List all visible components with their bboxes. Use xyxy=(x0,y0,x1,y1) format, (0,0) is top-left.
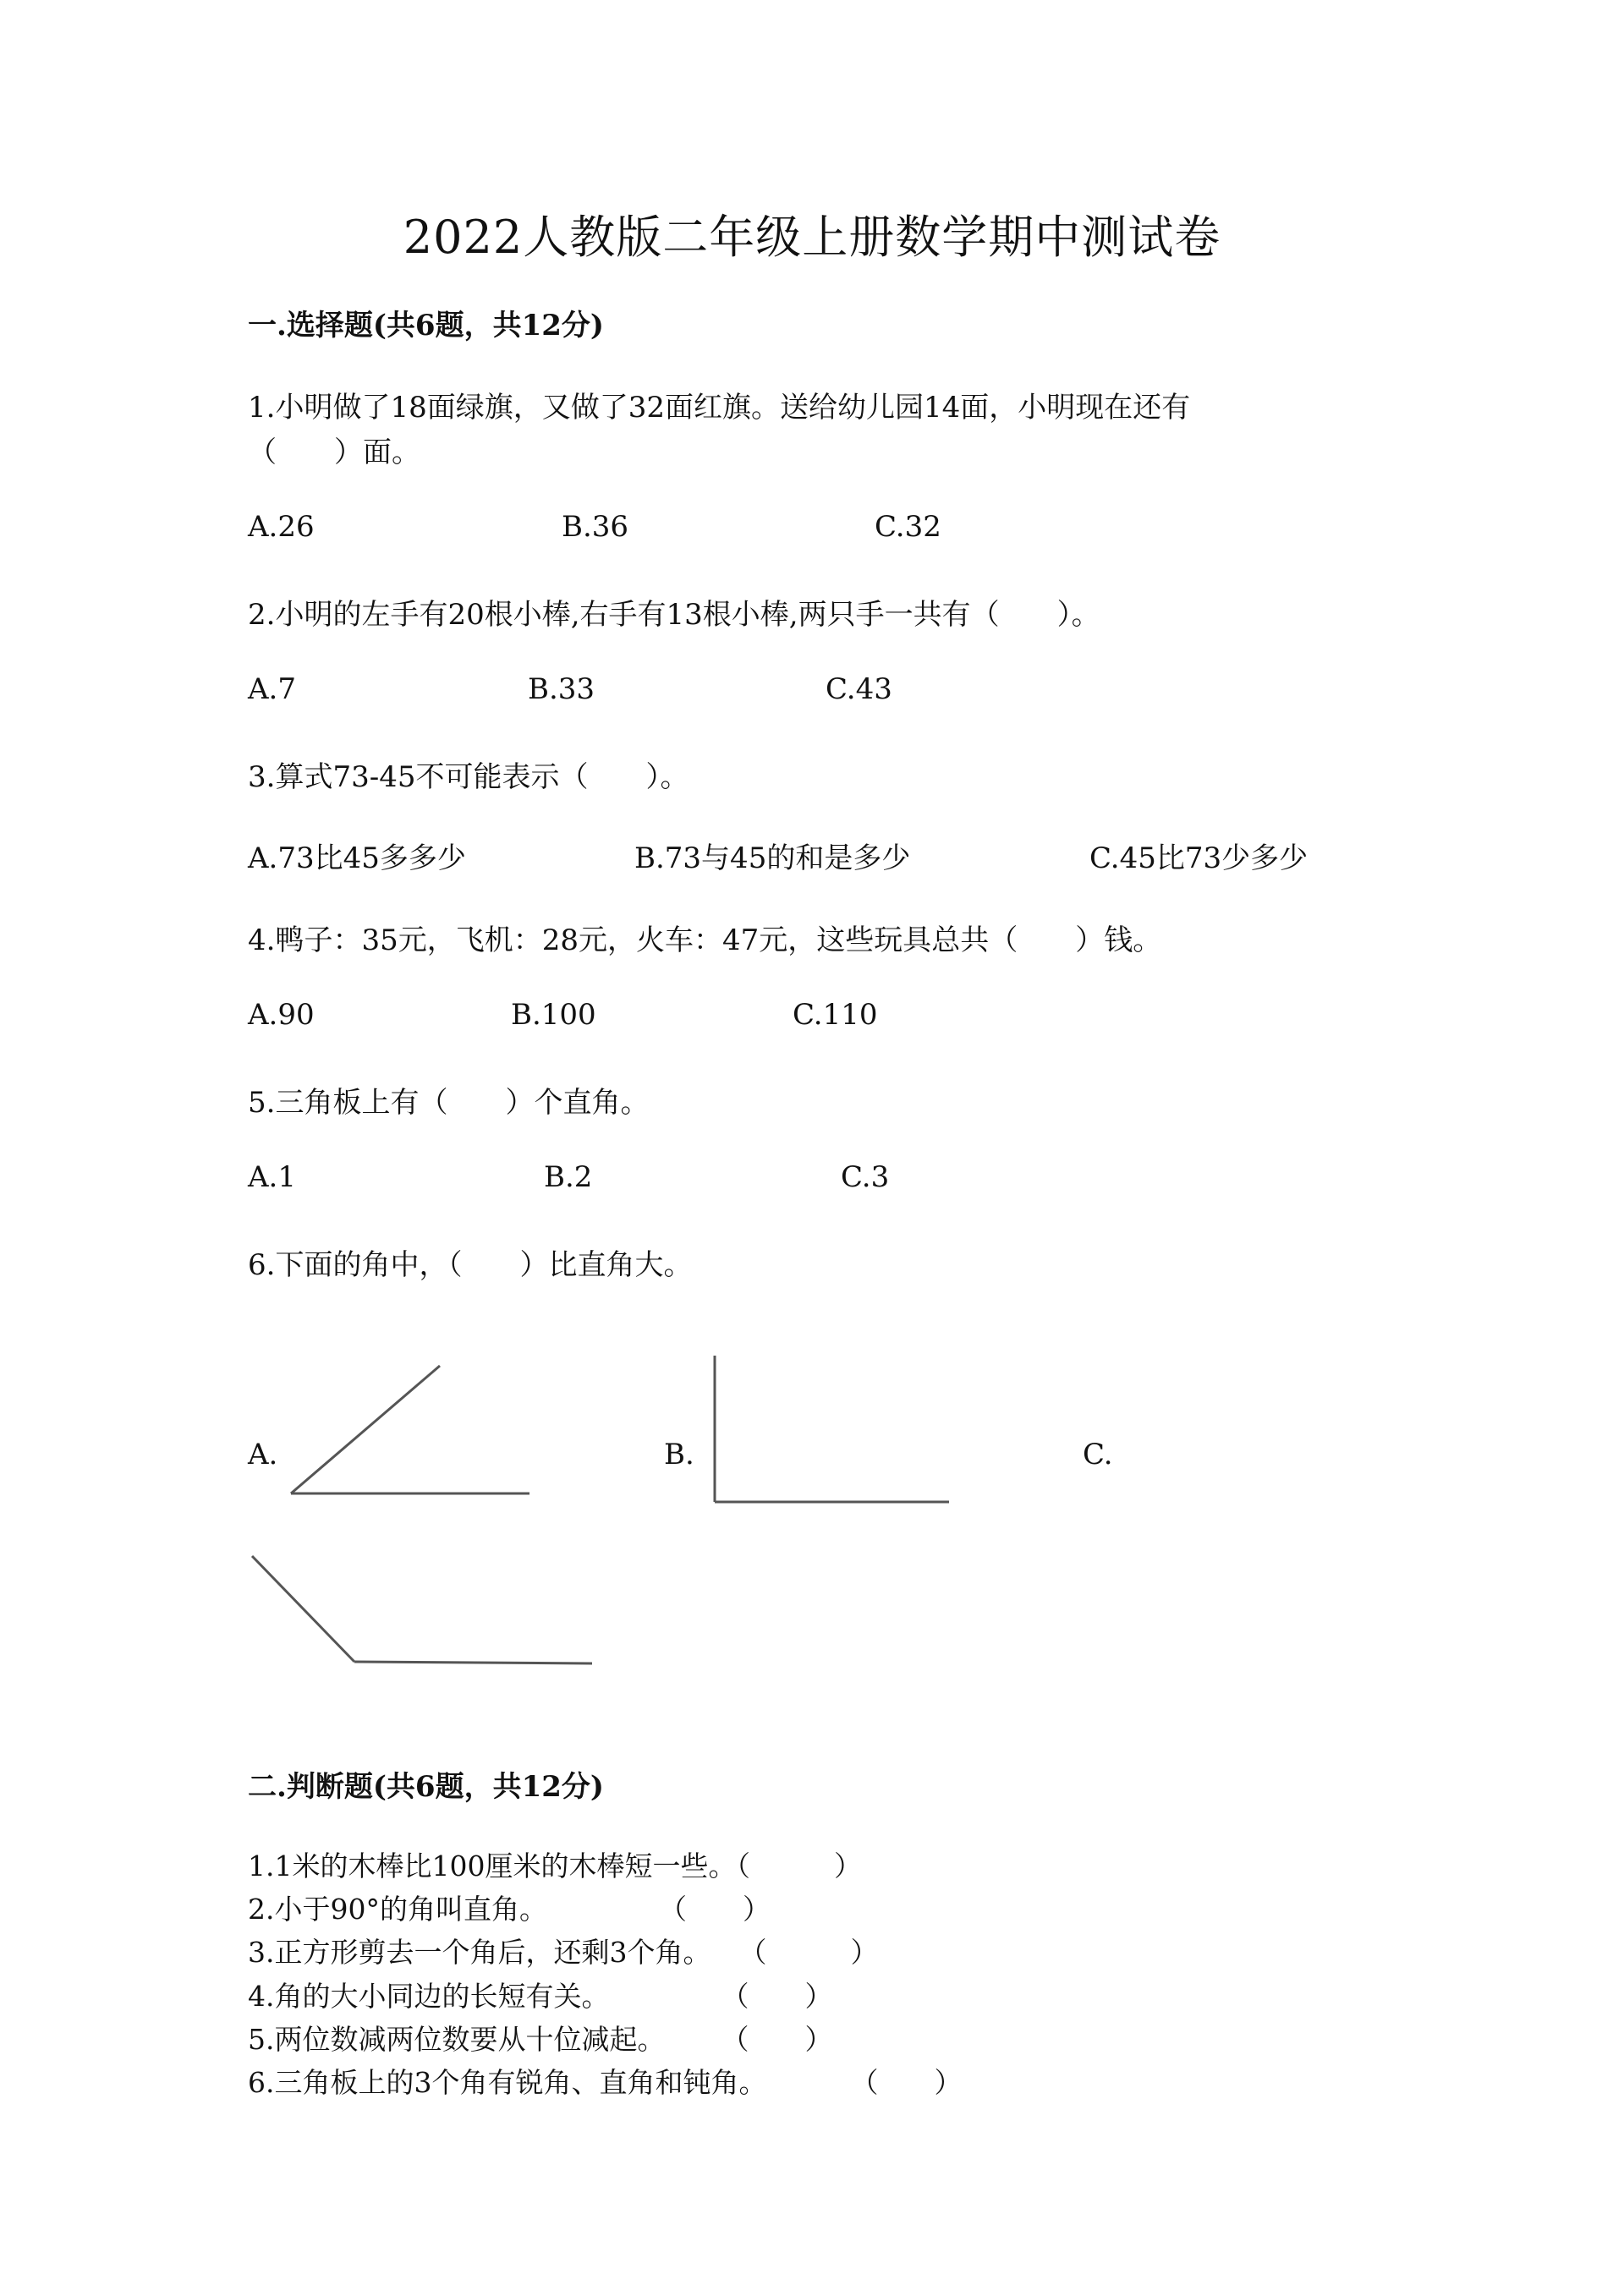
tf-item-5: 5.两位数减两位数要从十位减起。 （ ） xyxy=(248,2023,833,2056)
tf-item-6: 6.三角板上的3个角有锐角、直角和钝角。 （ ） xyxy=(248,2066,963,2099)
q6-option-c[interactable]: C. xyxy=(1083,1438,1113,1471)
q1-text-line1: 1.小明做了18面绿旗，又做了32面红旗。送给幼儿园14面，小明现在还有 xyxy=(248,391,1191,425)
q5-text: 5.三角板上有（ ）个直角。 xyxy=(248,1086,650,1120)
q5-option-b[interactable]: B.2 xyxy=(544,1160,593,1194)
q3-option-b[interactable]: B.73与45的和是多少 xyxy=(634,841,911,875)
q2-text: 2.小明的左手有20根小棒,右手有13根小棒,两只手一共有（ ）。 xyxy=(248,598,1100,632)
q3-option-c[interactable]: C.45比73少多少 xyxy=(1089,841,1309,875)
tf-item-4: 4.角的大小同边的长短有关。 （ ） xyxy=(248,1980,833,2013)
q6-text: 6.下面的角中，（ ）比直角大。 xyxy=(248,1248,693,1282)
q1-text-line2: （ ）面。 xyxy=(248,436,420,469)
section-2-heading: 二.判断题(共6题，共12分) xyxy=(248,1770,604,1804)
q2-option-a[interactable]: A.7 xyxy=(248,672,296,706)
right-angle-figure xyxy=(715,1356,949,1502)
tf-item-2: 2.小于90°的角叫直角。 （ ） xyxy=(248,1893,771,1926)
tf-item-1: 1.1米的木棒比100厘米的木棒短一些。（ ） xyxy=(248,1849,862,1882)
q1-option-a[interactable]: A.26 xyxy=(248,510,315,544)
q4-option-c[interactable]: C.110 xyxy=(793,998,878,1032)
obtuse-angle-figure xyxy=(252,1556,592,1663)
q4-text: 4.鸭子：35元，飞机：28元，火车：47元，这些玩具总共（ ）钱。 xyxy=(248,923,1162,957)
page-title: 2022人教版二年级上册数学期中测试卷 xyxy=(403,211,1221,264)
q5-option-c[interactable]: C.3 xyxy=(841,1160,890,1194)
section-1-heading: 一.选择题(共6题，共12分) xyxy=(248,309,604,342)
q3-option-a[interactable]: A.73比45多多少 xyxy=(248,841,466,875)
q4-option-b[interactable]: B.100 xyxy=(511,998,596,1032)
acute-angle-figure xyxy=(291,1366,529,1493)
q2-option-c[interactable]: C.43 xyxy=(826,672,892,706)
q2-option-b[interactable]: B.33 xyxy=(528,672,595,706)
q6-option-a[interactable]: A. xyxy=(248,1438,278,1471)
q3-text: 3.算式73-45不可能表示（ ）。 xyxy=(248,760,689,794)
q4-option-a[interactable]: A.90 xyxy=(248,998,315,1032)
q5-option-a[interactable]: A.1 xyxy=(248,1160,296,1194)
q6-option-b[interactable]: B. xyxy=(664,1438,694,1471)
tf-item-3: 3.正方形剪去一个角后，还剩3个角。 （ ） xyxy=(248,1936,879,1969)
q1-option-b[interactable]: B.36 xyxy=(562,510,629,544)
q1-option-c[interactable]: C.32 xyxy=(875,510,941,544)
